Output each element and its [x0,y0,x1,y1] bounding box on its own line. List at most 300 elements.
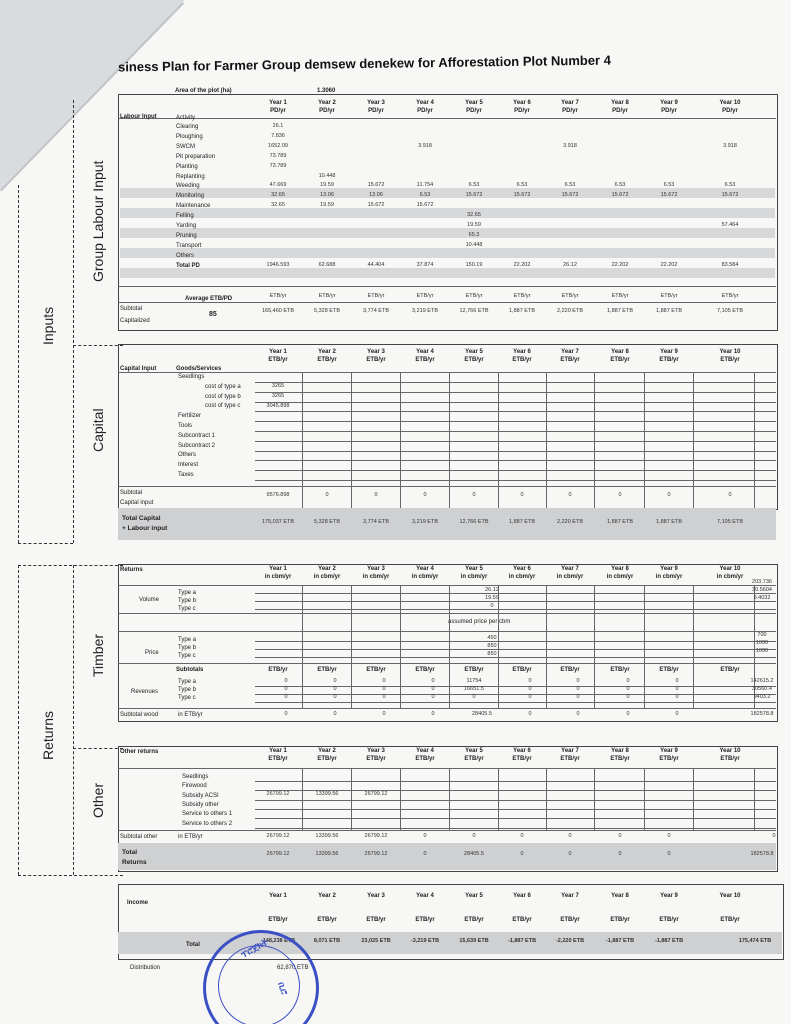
labour-subtotal: 12,766 ETB [459,308,489,314]
labour-activity: Maintenance [176,203,211,210]
year-unit: ETB/yr [317,357,337,363]
subsidy-acsi-value: 26799.12 [266,791,290,797]
year-header: Year 10 [719,748,741,754]
revenue-zero: 0 [382,678,386,684]
page-title: siness Plan for Farmer Group demsew denekew for Afforestation Plot Number 4 [117,52,612,75]
labour-subtotal: 3,774 ETB [363,308,389,314]
income-total: -148,238 ETB [260,938,296,944]
capital-subtotal: 9576.898 [266,492,290,498]
year-header: Year 1 [269,893,287,899]
labour-cell: 26.1 [272,123,284,129]
timber-type: Type b [178,645,197,651]
price-y5: 450 [487,635,497,641]
income-unit: ETB/yr [512,917,532,923]
capital-subtotal: 0 [618,492,622,498]
year-unit: ETB/yr [464,357,484,363]
revenue-y10: 30560.4 [752,686,772,692]
year-unit: ETB/yr [560,756,580,762]
revenue-zero: 0 [333,686,337,692]
labour-cell: 1652.09 [268,142,288,149]
labour-activity: Planting [176,163,198,170]
other-subtotal: 26799.12 [364,833,388,839]
year-header: Year 3 [367,566,385,572]
price-note: assumed price per cbm [448,619,511,625]
subtotal-other-label: Subtotal other [120,834,158,840]
labour-cell: 15.672 [465,192,483,199]
capital-subtotal: 0 [472,492,476,498]
revenue-zero: 0 [626,694,630,700]
revenue-zero: 0 [284,686,288,692]
year-unit: ETB/yr [268,756,288,762]
other-side-label: Other [90,782,106,818]
labour-subtotal: 1,887 ETB [607,308,633,314]
labour-cell: 11.754 [416,182,434,189]
year-unit: ETB/yr [720,357,740,363]
price-y5: 850 [487,651,497,657]
year-unit: PD/yr [270,108,286,114]
other-subtotal: 0 [772,833,776,839]
capital-total: 12,766 ETB [459,519,489,525]
labour-cell: 73.789 [269,162,287,169]
income-unit: ETB/yr [317,917,337,923]
year-header: Year 3 [367,349,385,355]
other-subtotal: 0 [618,833,622,839]
capital-item: cost of type a [205,383,241,390]
other-item: Firewood [182,783,207,790]
year-header: Year 9 [660,893,678,899]
other-item: Seedlings [182,774,209,780]
timber-type: Type a [178,679,197,685]
seedling-value: 3265 [271,392,285,399]
income-total: -2,220 ETB [555,938,585,944]
returns-frame-inner [73,565,74,875]
labour-activity: Pruning [176,232,197,239]
capital-subtotal: 0 [423,492,427,498]
stamp-text-1: ፕሮጀክት [239,936,270,960]
capital-item: Subcontract 2 [178,442,216,449]
subtotal-wood-unit: in ETB/yr [178,712,203,718]
timber-subtotal: 0 [576,711,580,717]
timber-table-frame [118,564,778,722]
year-header: Year 10 [719,349,741,355]
year-unit: PD/yr [319,108,335,114]
revenue-zero: 0 [284,678,288,684]
volume-y5: 26.12 [485,587,499,593]
capital-item: Seedlings [178,374,205,380]
income-total: 23,025 ETB [361,938,391,944]
labour-subtotal: 1,887 ETB [509,308,535,314]
year-unit: ETB/yr [366,756,386,762]
labour-activity: Weeding [176,183,200,190]
timber-type: Type c [178,606,196,612]
labour-cell: 15.672 [513,192,531,199]
revenue-zero: 0 [626,686,630,692]
volume-y10: 30.5604 [752,587,772,593]
timber-type: Type c [178,695,196,701]
capital-item: cost of type b [205,393,241,400]
year-header: Year 8 [611,566,629,572]
area-value: 1.3060 [317,88,336,94]
labour-cell: 7.836 [271,132,285,139]
year-unit: ETB/yr [512,357,532,363]
revenue-zero: 0 [333,694,337,700]
labour-activity: Clearing [176,124,199,130]
subsidy-acsi-value: 26799.12 [364,791,388,797]
year-unit: ETB/yr [560,357,580,363]
timber-etb-unit: ETB/yr [512,667,532,673]
year-header: Year 9 [660,748,678,754]
labour-cell: 32.65 [467,212,481,219]
timber-type: Type a [178,590,197,596]
year-header: Year 7 [561,100,579,106]
labour-etb-unit: ETB/yr [611,293,629,299]
other-item: Subsidy other [182,801,219,808]
year-header: Year 7 [561,748,579,754]
seedling-value: 3045.898 [266,402,290,409]
labour-cell: 15.672 [660,192,678,199]
year-header: Year 2 [318,893,336,899]
total-returns-row [118,843,776,870]
year-unit: PD/yr [562,108,578,114]
year-header: Year 6 [513,100,531,106]
total-returns-label-2: Returns [122,859,147,866]
year-unit: PD/yr [612,108,628,114]
price-y10: 1000 [755,648,769,654]
other-returns-label: Other returns [120,749,159,755]
capital-total: 3,774 ETB [363,519,389,525]
year-unit: PD/yr [417,108,433,114]
labour-cell: 150.19 [465,261,483,268]
labour-subtotal: 5,328 ETB [314,308,340,314]
capital-divider [73,345,123,346]
year-header: Year 4 [416,566,434,572]
labour-subtotal: 1,887 ETB [656,308,682,314]
year-unit: in cbm/yr [411,574,439,580]
year-unit: ETB/yr [610,756,630,762]
year-header: Year 6 [513,748,531,754]
timber-subtotal: 0 [431,711,435,717]
total-return: 28405.5 [464,851,484,857]
timber-etb-unit: ETB/yr [659,667,679,673]
labour-cell: 6.53 [516,182,528,189]
capital-subtotal: 0 [374,492,378,498]
year-header: Year 4 [416,349,434,355]
labour-activity: Transport [176,242,202,249]
labour-cell: 22.202 [513,261,531,268]
revenue-y10: 142615.2 [750,678,774,684]
income-total: -1,887 ETB [605,938,635,944]
volume-label: Volume [139,597,160,603]
revenue-zero: 0 [576,678,580,684]
timber-subtotal: 28405.5 [472,711,492,717]
labour-cell: 44.404 [367,261,385,268]
capital-item: Subcontract 1 [178,432,216,439]
capital-item: Taxes [178,472,194,478]
timber-etb-unit: ETB/yr [464,667,484,673]
revenue-zero: 0 [431,694,435,700]
year-header: Year 1 [269,100,287,106]
labour-etb-unit: ETB/yr [367,293,385,299]
revenue-y5: 16651.5 [464,686,484,692]
labour-capitalized-label: Capitalized [120,318,150,324]
inputs-frame-inner [73,100,74,543]
area-label: Area of the plot (ha) [175,88,232,94]
labour-cell: 1946.593 [266,261,290,268]
income-unit: ETB/yr [720,917,740,923]
labour-cell: 13.06 [320,192,334,199]
total-capital-label: Total Capital [122,515,161,522]
labour-cell: 62.688 [318,261,336,268]
total-return: 0 [618,851,622,857]
revenue-zero: 0 [576,686,580,692]
revenue-y10: 9403.2 [753,694,771,700]
price-y10: 700 [757,632,767,638]
year-unit: PD/yr [514,108,530,114]
revenue-y5: 11754 [466,678,482,684]
returns-frame-bottom [18,875,123,876]
other-subtotal: 0 [472,833,476,839]
labour-cell: 6.53 [468,182,480,189]
year-header: Year 1 [269,566,287,572]
labour-cell: 10.448 [465,241,483,248]
capital-item: cost of type c [205,403,241,410]
labour-cell: 65.3 [468,231,480,238]
year-header: Year 6 [513,566,531,572]
labour-activity: Others [176,252,195,259]
year-unit: in cbm/yr [606,574,634,580]
price-y10: 1000 [755,640,769,646]
year-unit: in cbm/yr [556,574,584,580]
capital-item: Tools [178,423,193,429]
total-return: 0 [667,851,671,857]
year-header: Year 1 [269,748,287,754]
year-unit: ETB/yr [366,357,386,363]
labour-cell: 13.06 [369,192,383,199]
year-unit: in cbm/yr [313,574,341,580]
labour-activity: Felling [176,213,194,220]
timber-subtotal: 0 [284,711,288,717]
labour-cell: 3.918 [563,142,577,149]
distribution-value: 62,870 ETB [277,965,309,971]
year-header: Year 4 [416,748,434,754]
revenue-zero: 0 [382,694,386,700]
timber-etb-unit: ETB/yr [366,667,386,673]
labour-cell: 47.669 [269,182,287,189]
timber-subtotal: 0 [675,711,679,717]
group-labour-side-label: Group Labour Input [90,160,106,282]
total-return: 0 [568,851,572,857]
year-header: Year 3 [367,748,385,754]
year-header: Year 10 [719,566,741,572]
total-capital-label-2: + Labour input [122,525,168,532]
subtotals-label: Subtotals [176,667,204,673]
labour-input-label: Labour Input [120,114,157,120]
year-header: Year 2 [318,566,336,572]
year-header: Year 1 [269,349,287,355]
labour-cell: 22.202 [660,261,678,268]
labour-cell: 6.53 [663,182,675,189]
labour-cell: 15.672 [611,192,629,199]
seedling-value: 3265 [271,383,285,389]
labour-cell: 19.59 [467,222,481,228]
labour-cell: 83.584 [721,261,739,268]
year-header: Year 7 [561,349,579,355]
year-header: Year 8 [611,349,629,355]
timber-type: Type a [178,637,197,643]
year-header: Year 4 [416,893,434,899]
labour-cell: 6.53 [564,182,576,189]
other-subtotal: 0 [423,833,427,839]
year-header: Year 9 [660,100,678,106]
labour-subtotal: 3,219 ETB [412,308,438,314]
total-return: 26799.12 [266,851,290,857]
capital-total: 5,328 ETB [314,519,340,525]
labour-cell: 15.672 [721,192,739,199]
labour-etb-unit: ETB/yr [465,293,483,299]
labour-etb-unit: ETB/yr [513,293,531,299]
timber-subtotal: 0 [333,711,337,717]
avg-etb-label: Average ETB/PD [185,296,233,302]
timber-etb-unit: ETB/yr [415,667,435,673]
capital-subtotal-label-2: Capital input [120,500,154,506]
labour-cell: 6.53 [419,192,431,199]
timber-subtotal: 182578.8 [750,711,774,717]
subtotal-wood-label: Subtotal wood [120,712,159,718]
volume-y5: 0 [490,603,494,609]
revenue-zero: 0 [284,694,288,700]
labour-cell: 57.464 [721,222,739,228]
labour-cell: 6.53 [724,182,736,189]
revenues-label: Revenues [131,689,159,695]
other-item: Subsidy ACSI [182,792,219,799]
year-unit: in cbm/yr [362,574,390,580]
capital-item: Interest [178,462,199,469]
capital-side-label: Capital [90,408,106,452]
labour-activity: Replanting [176,173,205,180]
year-header: Year 5 [465,566,483,572]
avg-etb-value: 85 [209,311,217,318]
income-unit: ETB/yr [610,917,630,923]
capital-total: 1,887 ETB [607,519,633,525]
year-header: Year 7 [561,566,579,572]
year-header: Year 8 [611,748,629,754]
total-returns-label: Total [122,849,138,856]
labour-subtotal: 165,460 ETB [261,308,295,314]
year-unit: ETB/yr [415,756,435,762]
year-header: Year 5 [465,100,483,106]
year-header: Year 3 [367,893,385,899]
year-unit: in cbm/yr [264,574,292,580]
volume-y10: 203.736 [752,579,772,585]
labour-activity: SWCM [176,143,195,150]
capital-item: Others [178,452,197,459]
year-header: Year 10 [719,100,741,106]
stamp-text-2: ቢሮ [276,980,290,997]
activity-label: Activity [176,115,196,121]
year-header: Year 9 [660,349,678,355]
year-unit: PD/yr [368,108,384,114]
year-header: Year 6 [513,349,531,355]
year-unit: ETB/yr [659,756,679,762]
year-unit: ETB/yr [720,756,740,762]
year-unit: ETB/yr [268,357,288,363]
labour-cell: 32.65 [271,192,285,199]
income-total: -1,887 ETB [654,938,684,944]
year-unit: in cbm/yr [508,574,536,580]
timber-etb-unit: ETB/yr [610,667,630,673]
income-total: 175,474 ETB [738,938,772,944]
year-header: Year 10 [719,893,741,899]
capital-subtotal: 0 [568,492,572,498]
labour-cell: 6.53 [614,182,626,189]
labour-subtotal: 2,220 ETB [557,308,583,314]
capital-total: 175,037 ETB [261,519,295,525]
capital-subtotal: 0 [728,492,732,498]
capital-total: 1,887 ETB [509,519,535,525]
year-header: Year 9 [660,566,678,572]
year-unit: ETB/yr [610,357,630,363]
year-header: Year 5 [465,748,483,754]
labour-activity: Yarding [176,223,197,229]
year-header: Year 2 [318,748,336,754]
revenue-zero: 0 [528,694,532,700]
revenue-zero: 0 [528,686,532,692]
revenue-zero: 0 [626,678,630,684]
year-header: Year 2 [318,100,336,106]
price-y5: 850 [487,643,497,649]
other-subtotal: 13399.56 [315,833,339,839]
timber-side-label: Timber [90,633,106,677]
subsidy-acsi-value: 13399.56 [315,791,339,797]
labour-subtotal: 7,105 ETB [717,308,743,314]
labour-etb-unit: ETB/yr [318,293,336,299]
revenue-zero: 0 [675,686,679,692]
year-header: Year 7 [561,893,579,899]
year-header: Year 4 [416,100,434,106]
timber-type: Type b [178,687,197,693]
goods-label: Goods/Services [176,366,222,372]
income-label: Income [127,900,149,906]
revenue-zero: 0 [675,678,679,684]
labour-cell: 15.672 [367,202,385,209]
other-subtotal: 26799.12 [266,833,290,839]
revenue-zero: 0 [431,686,435,692]
year-header: Year 8 [611,100,629,106]
timber-subtotal: 0 [528,711,532,717]
timber-type: Type b [178,598,197,604]
other-subtotal: 0 [520,833,524,839]
timber-type: Type c [178,653,196,659]
volume-y10: 9.4032 [753,595,771,601]
returns-frame-left [18,565,19,875]
revenue-zero: 0 [576,694,580,700]
year-unit: ETB/yr [464,756,484,762]
distribution-label: Distribution [130,965,161,971]
returns-frame-top [18,565,123,566]
inputs-side-label: Inputs [40,306,56,345]
other-item: Service to others 2 [182,820,233,827]
labour-cell: 10.448 [318,172,336,179]
price-label: Price [145,650,159,656]
year-unit: ETB/yr [659,357,679,363]
capital-subtotal: 0 [325,492,329,498]
labour-etb-unit: ETB/yr [721,293,739,299]
labour-etb-unit: ETB/yr [416,293,434,299]
total-return: 13399.56 [315,851,339,857]
capital-item: Fertilizer [178,413,202,420]
income-unit: ETB/yr [415,917,435,923]
labour-cell: 19.59 [320,202,334,209]
